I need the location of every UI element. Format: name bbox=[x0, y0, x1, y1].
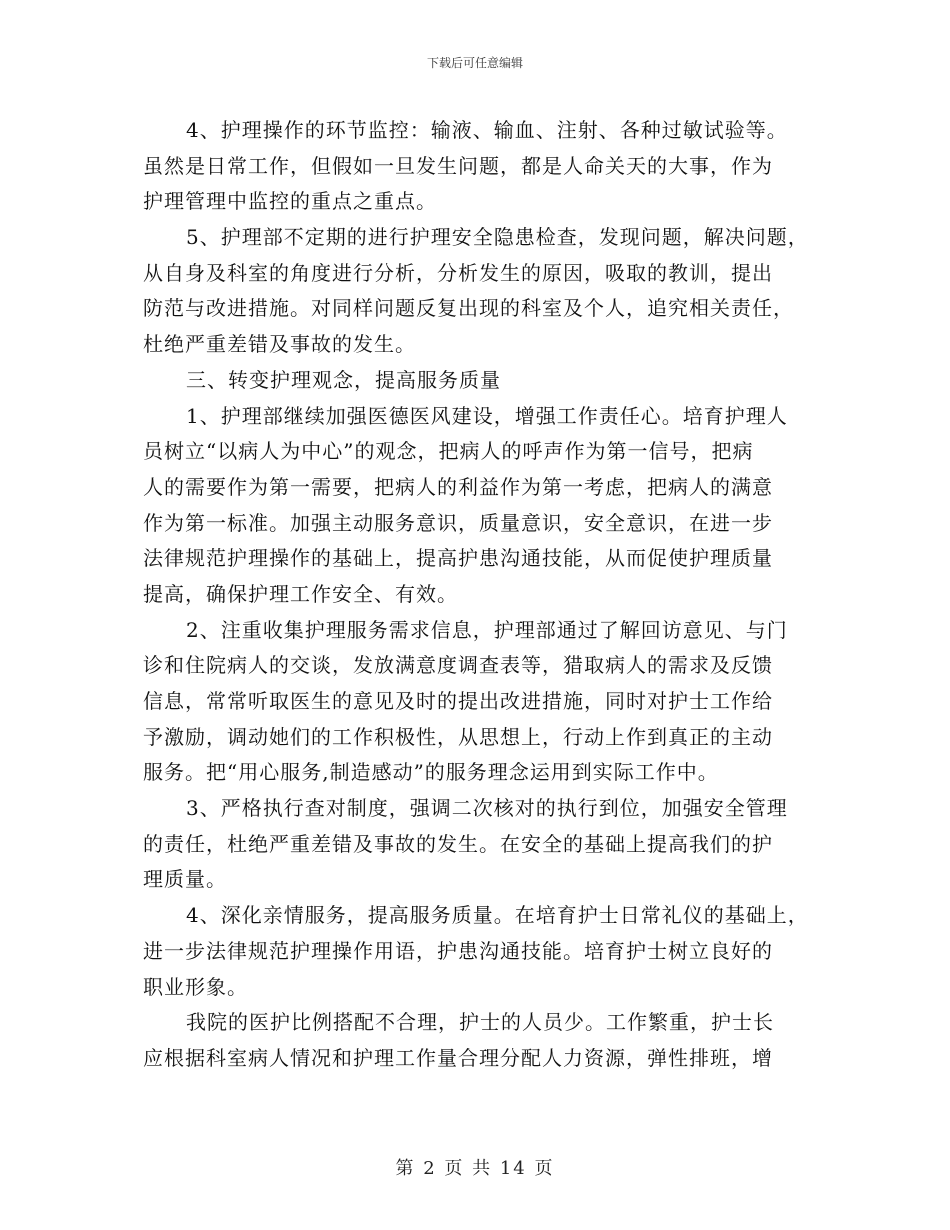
text-line: 防范与改进措施。对同样问题反复出现的科室及个人，追究相关责任， bbox=[143, 296, 794, 321]
text-line: 诊和住院病人的交谈，发放满意度调查表等，猎取病人的需求及反馈 bbox=[143, 653, 773, 678]
text-line: 1、护理部继续加强医德医风建设，增强工作责任心。培育护理人 bbox=[186, 403, 788, 428]
text-line: 人的需要作为第一需要，把病人的利益作为第一考虑，把病人的满意 bbox=[143, 474, 773, 499]
text-line: 提高，确保护理工作安全、有效。 bbox=[143, 581, 458, 606]
text-line: 法律规范护理操作的基础上，提高护患沟通技能，从而促使护理质量 bbox=[143, 546, 773, 571]
text-line: 作为第一标准。加强主动服务意识，质量意识，安全意识，在进一步 bbox=[143, 510, 773, 535]
text-line: 护理管理中监控的重点之重点。 bbox=[143, 189, 437, 214]
page-number: 第 2 页 共 14 页 bbox=[395, 1158, 555, 1179]
text-line: 的责任，杜绝严重差错及事故的发生。在安全的基础上提高我们的护 bbox=[143, 831, 773, 856]
text-line: 从自身及科室的角度进行分析，分析发生的原因，吸取的教训，提出 bbox=[143, 260, 773, 285]
document-body bbox=[143, 113, 823, 1077]
text-line: 三、转变护理观念，提高服务质量 bbox=[186, 367, 501, 392]
text-line: 我院的医护比例搭配不合理，护士的人员少。工作繁重，护士长 bbox=[186, 1010, 774, 1035]
text-line: 进一步法律规范护理操作用语，护患沟通技能。培育护士树立良好的 bbox=[143, 938, 773, 963]
text-line: 4、护理操作的环节监控：输液、输血、注射、各种过敏试验等。 bbox=[186, 118, 788, 142]
text-line: 信息，常常听取医生的意见及时的提出改进措施，同时对护士工作给 bbox=[143, 689, 773, 713]
text-line: 服务。把“用心服务,制造感动”的服务理念运用到实际工作中。 bbox=[143, 760, 719, 785]
page-header: 下载后可任意编辑 bbox=[426, 56, 523, 70]
text-line: 员树立“以病人为中心”的观念，把病人的呼声作为第一信号，把病 bbox=[143, 439, 754, 464]
text-line: 职业形象。 bbox=[143, 974, 248, 999]
text-line: 理质量。 bbox=[143, 867, 227, 892]
text-line: 应根据科室病人情况和护理工作量合理分配人力资源，弹性排班，增 bbox=[143, 1045, 773, 1070]
text-line: 2、注重收集护理服务需求信息，护理部通过了解回访意见、与门 bbox=[186, 617, 788, 642]
text-line: 3、严格执行查对制度，强调二次核对的执行到位，加强安全管理 bbox=[186, 796, 788, 821]
text-line: 5、护理部不定期的进行护理安全隐患检查，发现问题，解决问题， bbox=[186, 225, 809, 250]
text-line: 予激励，调动她们的工作积极性，从思想上，行动上作到真正的主动 bbox=[143, 724, 773, 749]
text-line: 虽然是日常工作，但假如一旦发生问题，都是人命关天的大事，作为 bbox=[143, 153, 773, 178]
text-line: 杜绝严重差错及事故的发生。 bbox=[143, 332, 416, 357]
text-line: 4、深化亲情服务，提高服务质量。在培育护士日常礼仪的基础上， bbox=[186, 903, 809, 928]
